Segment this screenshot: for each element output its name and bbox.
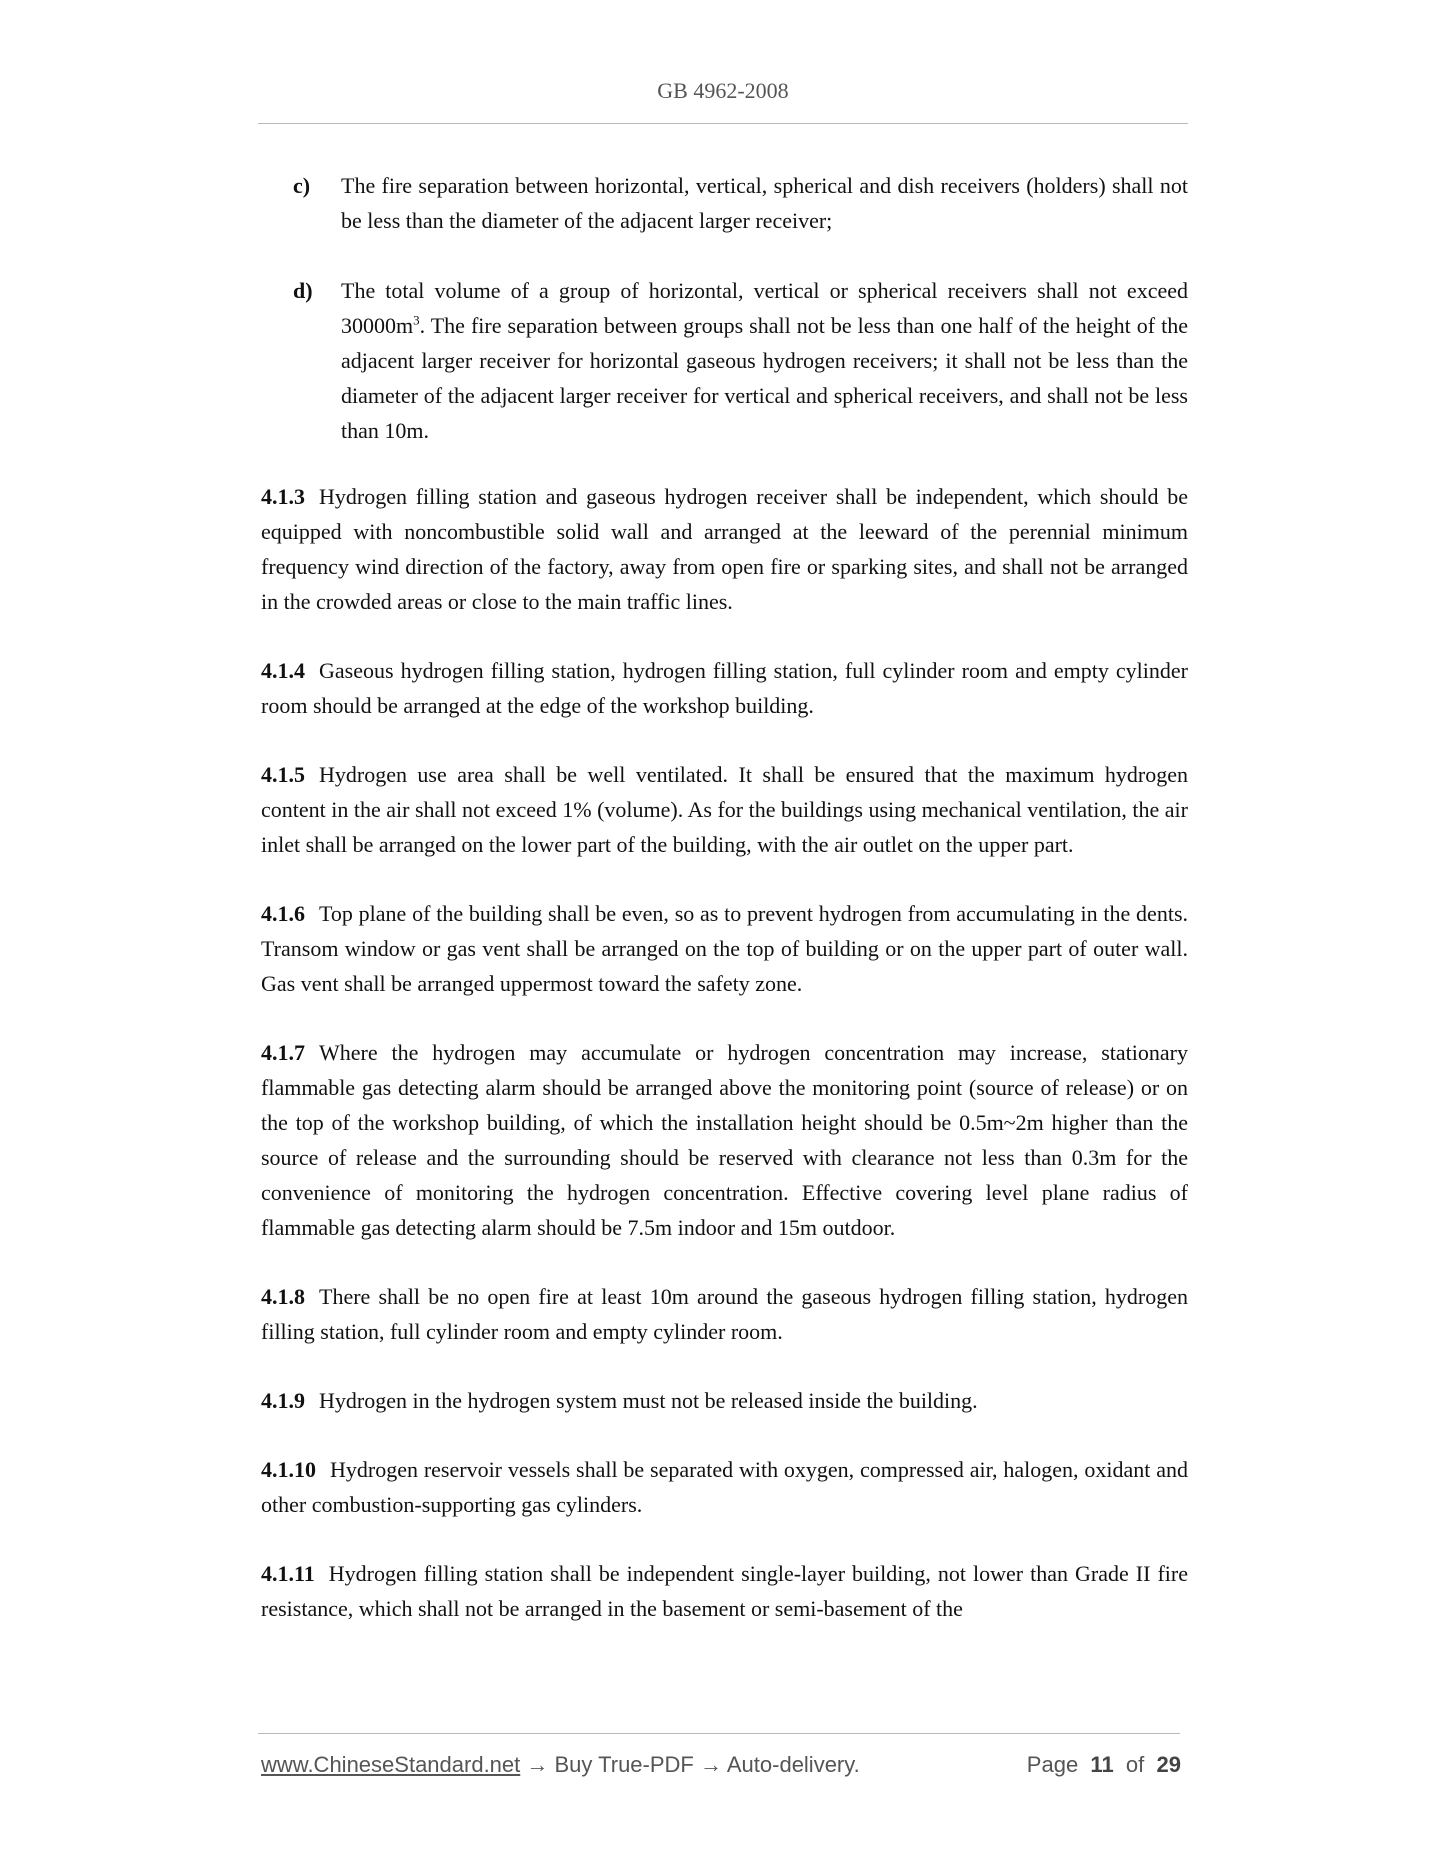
footer-promo-text: → Buy True-PDF → Auto-delivery. bbox=[520, 1752, 860, 1777]
section-text: Top plane of the building shall be even, so as to prevent hydrogen from accumulating in the dents. Transom window or gas vent shall be arranged on the top of building or on the upper part of outer wall. Gas vent shall be arranged uppermost toward the safety zone. bbox=[261, 901, 1188, 996]
section-number: 4.1.4 bbox=[261, 658, 305, 683]
total-page-count: 29 bbox=[1156, 1752, 1181, 1777]
section-4-1-7 bbox=[261, 1035, 1188, 1245]
of-word: of bbox=[1125, 1752, 1145, 1777]
section-number: 4.1.7 bbox=[261, 1040, 305, 1065]
list-item-text: The fire separation between horizontal, vertical, spherical and dish receivers (holders) shall not be less than the diameter of the adjacent larger receiver; bbox=[341, 173, 1188, 233]
section-text: Hydrogen in the hydrogen system must not be released inside the building. bbox=[319, 1388, 978, 1413]
section-number: 4.1.8 bbox=[261, 1284, 305, 1309]
page-content bbox=[261, 168, 1188, 1626]
website-link[interactable]: www.ChineseStandard.net bbox=[261, 1752, 521, 1777]
section-4-1-11 bbox=[261, 1556, 1188, 1626]
section-4-1-5 bbox=[261, 757, 1188, 862]
section-text: Hydrogen filling station and gaseous hydrogen receiver shall be independent, which should be equipped with noncombustible solid wall and arranged at the leeward of the perennial minimum frequency wind direction of the factory, away from open fire or sparking sites, and shall not be arranged in the crowded areas or close to the main traffic lines. bbox=[261, 484, 1188, 614]
superscript: 3 bbox=[413, 312, 420, 328]
section-number: 4.1.6 bbox=[261, 901, 305, 926]
section-4-1-4 bbox=[261, 653, 1188, 723]
footer-promo bbox=[261, 1752, 860, 1778]
footer-divider bbox=[258, 1733, 1180, 1734]
section-text: Hydrogen filling station shall be independent single-layer building, not lower than Grade II fire resistance, which shall not be arranged in the basement or semi-basement of the bbox=[261, 1561, 1188, 1621]
section-number: 4.1.3 bbox=[261, 484, 305, 509]
page-indicator bbox=[1027, 1752, 1181, 1778]
section-text: Where the hydrogen may accumulate or hydrogen concentration may increase, stationary flammable gas detecting alarm should be arranged above the monitoring point (source of release) or on the top of the workshop building, of which the installation height should be 0.5m~2m higher than the source of release and the surrounding should be reserved with clearance not less than 0.3m for the convenience of monitoring the hydrogen concentration. Effective covering level plane radius of flammable gas detecting alarm should be 7.5m indoor and 15m outdoor. bbox=[261, 1040, 1188, 1240]
section-text: Gaseous hydrogen filling station, hydrogen filling station, full cylinder room and empty cylinder room should be arranged at the edge of the workshop building. bbox=[261, 658, 1188, 718]
list-item-d bbox=[261, 273, 1188, 448]
list-item-text-part: . The fire separation between groups shall not be less than one half of the height of the adjacent larger receiver for horizontal gaseous hydrogen receivers; it shall not be less than the diameter of the adjacent larger receiver for vertical and spherical receivers, and shall not be less than 10m. bbox=[341, 313, 1188, 443]
section-text: There shall be no open fire at least 10m around the gaseous hydrogen filling station, hydrogen filling station, full cylinder room and empty cylinder room. bbox=[261, 1284, 1188, 1344]
list-item-label: c) bbox=[293, 173, 311, 198]
page-word: Page bbox=[1026, 1752, 1079, 1777]
section-text: Hydrogen reservoir vessels shall be separated with oxygen, compressed air, halogen, oxidant and other combustion-supporting gas cylinders. bbox=[261, 1457, 1188, 1517]
section-number: 4.1.11 bbox=[261, 1561, 315, 1586]
section-text: Hydrogen use area shall be well ventilated. It shall be ensured that the maximum hydrogen content in the air shall not exceed 1% (volume). As for the buildings using mechanical ventilation, the air inlet shall be arranged on the lower part of the building, with the air outlet on the upper part. bbox=[261, 762, 1188, 857]
section-number: 4.1.10 bbox=[261, 1457, 316, 1482]
list-item-text-part: The total volume of a group of horizontal, vertical or spherical receivers shall not exceed 30000m bbox=[341, 278, 1188, 338]
section-4-1-10 bbox=[261, 1452, 1188, 1522]
list-item-label: d) bbox=[293, 278, 313, 303]
section-4-1-9 bbox=[261, 1383, 1188, 1418]
section-4-1-3 bbox=[261, 479, 1188, 619]
current-page-number: 11 bbox=[1090, 1752, 1114, 1777]
list-item-c bbox=[261, 168, 1188, 238]
page-footer bbox=[261, 1752, 1181, 1782]
section-number: 4.1.9 bbox=[261, 1388, 305, 1413]
list-item-text bbox=[341, 273, 1188, 448]
header-divider bbox=[258, 123, 1188, 124]
section-number: 4.1.5 bbox=[261, 762, 305, 787]
section-4-1-6 bbox=[261, 896, 1188, 1001]
page-header: GB 4962-2008 bbox=[657, 78, 789, 103]
section-4-1-8 bbox=[261, 1279, 1188, 1349]
